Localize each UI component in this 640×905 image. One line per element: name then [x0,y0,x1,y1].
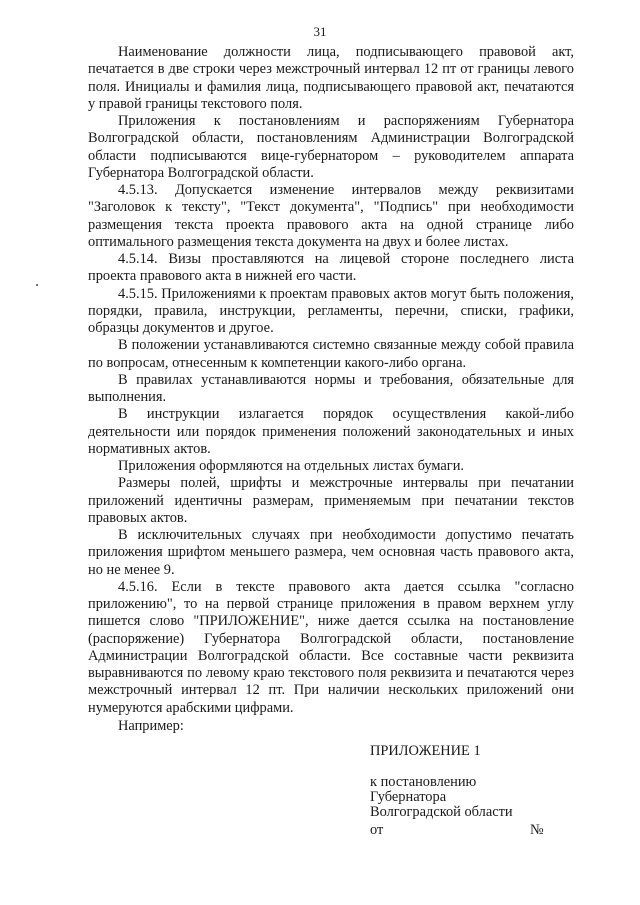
page-number: 31 [313,24,327,39]
attachment-line-3: Волгоградской области [370,804,513,820]
paragraph-smaller-font: В исключительных случаях при необходимости допустимо печатать приложения шрифтом меньшего размера, чем основная часть правового акта, но не менее 9. [88,527,574,578]
paragraph-signature-position: Наименование должности лица, подписывающего правовой акт, печатается в две строки через межстрочный интервал 12 пт от границы левого поля. Инициалы и фамилия лица, подписывающего правовой акт, печатаются у правой границы текстового поля. [88,44,574,112]
attachment-reference [370,775,513,820]
paragraph-rules: В правилах устанавливаются нормы и требования, обязательные для выполнения. [88,371,574,405]
number-label: № [530,822,544,838]
paragraph-separate-sheets: Приложения оформляются на отдельных листах бумаги. [118,458,464,474]
attachment-line-2: Губернатора [370,789,447,805]
paragraph-4-5-16: 4.5.16. Если в тексте правового акта дается ссылка "согласно приложению", то на первой странице приложения в правом верхнем углу пишется слово "ПРИЛОЖЕНИЕ", ниже дается ссылка на постановление (распоряжение) Губернатора Волгоградской области, постановление Администрации Волгоградской области. Все составные части реквизита выравниваются по левому краю текстового поля реквизита и печатаются через межстрочный интервал 12 пт. При наличии нескольких приложений они нумеруются арабскими цифрами. [88,578,574,716]
paragraph-margins-fonts: Размеры полей, шрифты и межстрочные интервалы при печатании приложений идентичны размерам, применяемым при печатании текстов правовых актов. [88,475,574,526]
body-text [88,44,574,717]
attachment-title: ПРИЛОЖЕНИЕ 1 [370,743,481,759]
paragraph-4-5-13: 4.5.13. Допускается изменение интервалов между реквизитами "Заголовок к тексту", "Текст документа", "Подпись" при необходимости размещения текста проекта правового акта на одной странице либо оптимального размещения текста документа на двух и более листах. [88,182,574,250]
date-label: от [370,822,384,838]
attachment-line-1: к постановлению [370,774,477,790]
paragraph-regulation: В положении устанавливаются системно связанные между собой правила по вопросам, отнесенным к компетенции какого-либо органа. [88,337,574,371]
paragraph-4-5-15: 4.5.15. Приложениями к проектам правовых актов могут быть положения, порядки, правила, инструкции, регламенты, перечни, списки, графики, образцы документов и другое. [88,285,574,336]
attachment-block [370,743,513,820]
paragraph-instruction: В инструкции излагается порядок осуществления какой-либо деятельности или порядок применения положений законодательных и иных нормативных актов. [88,406,574,457]
example-label: Например: [118,718,184,734]
paragraph-appendix-signing: Приложения к постановлениям и распоряжениям Губернатора Волгоградской области, постановлениям Администрации Волгоградской области подписываются вице-губернатором – руководителем аппарата Губернатора Волгоградской области. [88,113,574,181]
paragraph-4-5-14: 4.5.14. Визы проставляются на лицевой стороне последнего листа проекта правового акта в нижней его части. [88,251,574,285]
margin-dot [36,284,38,286]
